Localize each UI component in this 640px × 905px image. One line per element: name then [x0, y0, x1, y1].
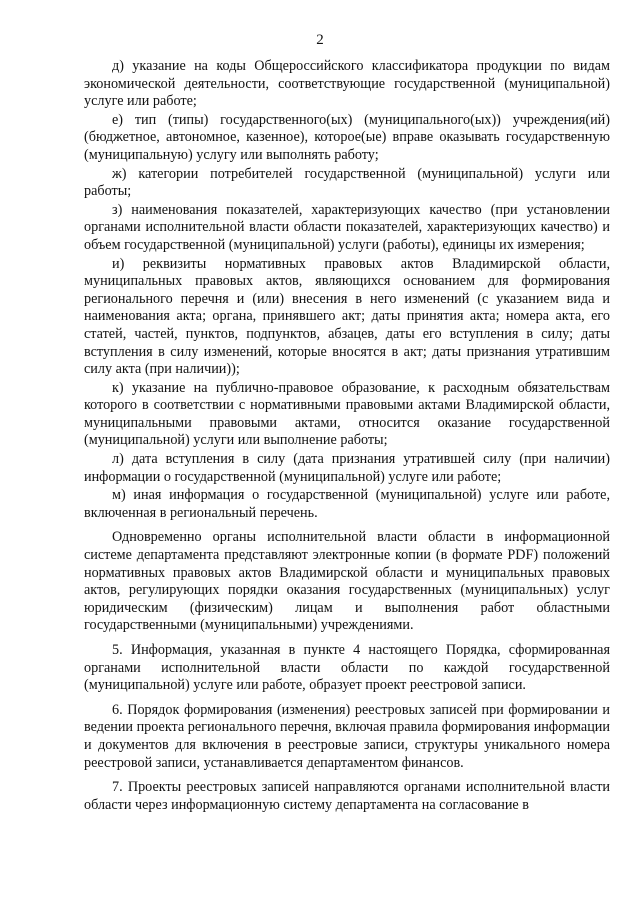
paragraph-item-6: 6. Порядок формирования (изменения) реестровых записей при формировании и ведении проекта регионального перечня, включая правила формирования информации и документов для включения в реестровые записи, структуры уникального номера реестровой записи, устанавливается департаментом финансов.: [84, 701, 610, 771]
paragraph-l: л) дата вступления в силу (дата признания утратившей силу (при наличии) информации о государственной (муниципальной) услуге или работе;: [84, 451, 610, 485]
paragraph-m: м) иная информация о государственной (муниципальной) услуге или работе, включенная в региональный перечень.: [84, 487, 610, 521]
paragraph-e: е) тип (типы) государственного(ых) (муниципального(ых)) учреждения(ий) (бюджетное, автономное, казенное), которое(ые) вправе оказывать государственную (муниципальную) услугу или выполнять работу;: [84, 111, 610, 163]
page-number: 2: [316, 32, 324, 48]
paragraph-item-5: 5. Информация, указанная в пункте 4 настоящего Порядка, сформированная органами исполнительной власти области по каждой государственной (муниципальной) услуге или работе, образует проект реестровой записи.: [84, 642, 610, 694]
paragraph-item-7: 7. Проекты реестровых записей направляются органами исполнительной власти области через информационную систему департамента на согласование в: [84, 779, 610, 813]
paragraph-i: и) реквизиты нормативных правовых актов Владимирской области, муниципальных правовых актов, являющихся основанием для формирования регионального перечня и (или) внесения в него изменений (с указанием вида и наименования акта; органа, принявшего акт; даты принятия акта; номера акта, его статей, частей, пунктов, подпунктов, абзацев, даты его вступления в силу; даты вступления в силу изменений, которые вносятся в акт; даты признания утратившим силу акта (при наличии));: [84, 255, 610, 378]
paragraph-zh: ж) категории потребителей государственной (муниципальной) услуги или работы;: [84, 165, 610, 200]
document-body: [84, 58, 610, 815]
paragraph-d: д) указание на коды Общероссийского классификатора продукции по видам экономической деятельности, соответствующие государственной (муниципальной) услуге или работе;: [84, 58, 610, 110]
paragraph-simultaneously: Одновременно органы исполнительной власти области в информационной системе департамента представляют электронные копии (в формате PDF) положений нормативных правовых актов Владимирской области и муниципальных правовых актов, регулирующих порядки оказания государственных (муниципальных) услуг юридическим (физическим) лицам и выполнения работ областными государственными (муниципальными) учреждениями.: [84, 529, 610, 634]
paragraph-z: з) наименования показателей, характеризующих качество (при установлении органами исполнительной власти области показателей, характеризующих качество) и объем государственной (муниципальной) услуги (работы), единицы их измерения;: [84, 201, 610, 253]
paragraph-k: к) указание на публично-правовое образование, к расходным обязательствам которого в соответствии с нормативными правовыми актами Владимирской области, муниципальными правовыми актами, относится оказание государственной (муниципальной) услуги или выполнение работы;: [84, 379, 610, 449]
